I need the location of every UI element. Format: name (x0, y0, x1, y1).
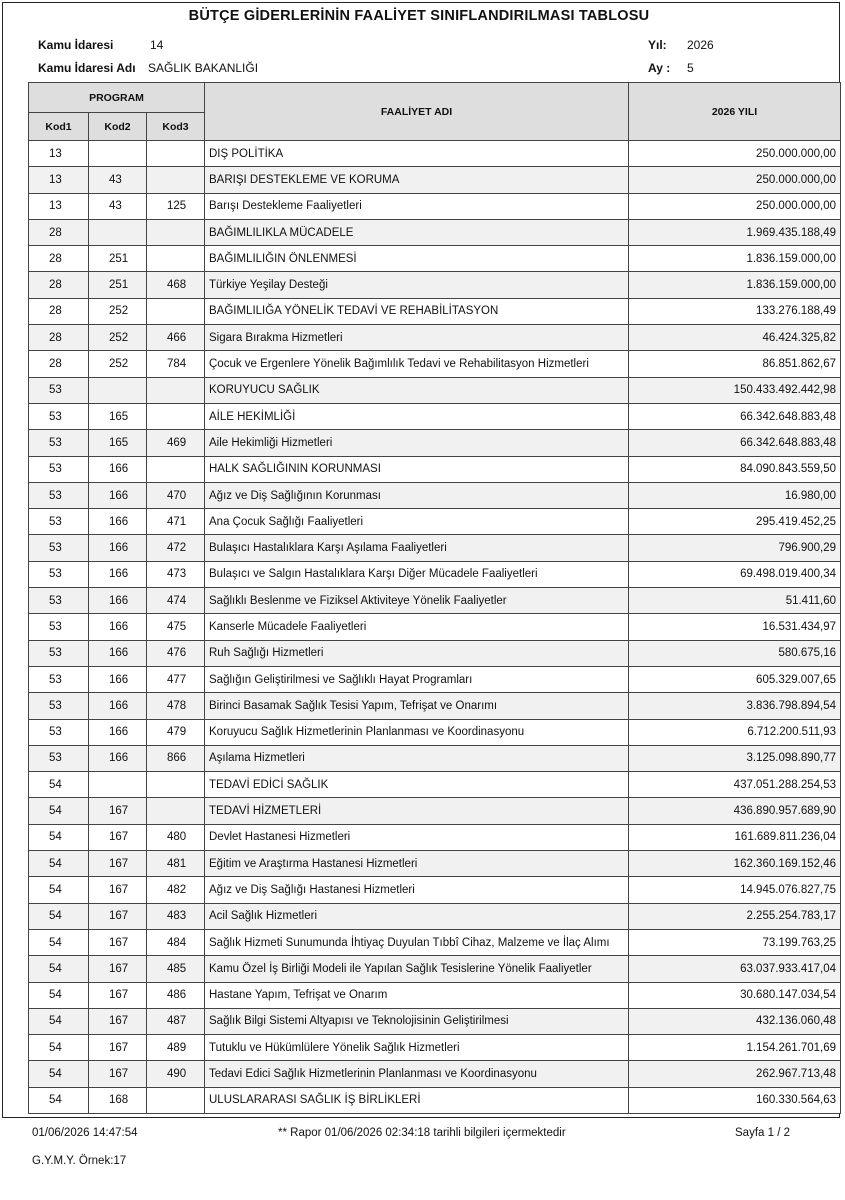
table-row (29, 588, 841, 614)
table-row (29, 824, 841, 850)
kod2-cell: 167 (89, 1035, 147, 1061)
kod3-cell: 483 (147, 903, 205, 929)
table-row (29, 666, 841, 692)
faaliyet-name-cell: Aile Hekimliği Hizmetleri (205, 430, 629, 456)
table-row (29, 877, 841, 903)
faaliyet-name-cell: Sağlıklı Beslenme ve Fiziksel Aktiviteye Yönelik Faaliyetler (205, 588, 629, 614)
kod3-cell: 125 (147, 193, 205, 219)
kod2-cell: 165 (89, 430, 147, 456)
kod2-cell: 167 (89, 1061, 147, 1087)
faaliyet-name-cell: Türkiye Yeşilay Desteği (205, 272, 629, 298)
amount-cell: 580.675,16 (629, 640, 841, 666)
kod3-cell (147, 403, 205, 429)
kod3-cell: 784 (147, 351, 205, 377)
kod3-cell: 472 (147, 535, 205, 561)
kod1-cell: 54 (29, 1008, 89, 1034)
faaliyet-name-cell: Sağlığın Geliştirilmesi ve Sağlıklı Hayat Programları (205, 666, 629, 692)
kod3-cell (147, 377, 205, 403)
kod3-cell: 471 (147, 509, 205, 535)
kod3-cell: 476 (147, 640, 205, 666)
report-note: ** Rapor 01/06/2026 02:34:18 tarihli bilgileri içermektedir (278, 1127, 566, 1139)
kod2-cell: 167 (89, 851, 147, 877)
kod1-cell: 13 (29, 167, 89, 193)
faaliyet-name-cell: Acil Sağlık Hizmetleri (205, 903, 629, 929)
table-row (29, 561, 841, 587)
kod1-cell: 53 (29, 482, 89, 508)
kod3-cell: 473 (147, 561, 205, 587)
kod1-cell: 54 (29, 1035, 89, 1061)
kod2-cell: 165 (89, 403, 147, 429)
kod2-cell: 167 (89, 1008, 147, 1034)
table-row (29, 272, 841, 298)
amount-cell: 16.980,00 (629, 482, 841, 508)
faaliyet-name-cell: Sağlık Bilgi Sistemi Altyapısı ve Teknolojisinin Geliştirilmesi (205, 1008, 629, 1034)
kod1-cell: 28 (29, 298, 89, 324)
amount-cell: 1.836.159.000,00 (629, 272, 841, 298)
table-row (29, 456, 841, 482)
faaliyet-table (28, 82, 841, 1114)
amount-cell: 133.276.188,49 (629, 298, 841, 324)
kod1-cell: 28 (29, 246, 89, 272)
amount-cell: 14.945.076.827,75 (629, 877, 841, 903)
kod3-cell: 485 (147, 956, 205, 982)
kod1-cell: 53 (29, 403, 89, 429)
kod1-cell: 53 (29, 745, 89, 771)
faaliyet-name-cell: Kanserle Mücadele Faaliyetleri (205, 614, 629, 640)
faaliyet-name-cell: Ağız ve Diş Sağlığı Hastanesi Hizmetleri (205, 877, 629, 903)
kod3-cell: 480 (147, 824, 205, 850)
kod1-cell: 54 (29, 982, 89, 1008)
faaliyet-name-cell: KORUYUCU SAĞLIK (205, 377, 629, 403)
faaliyet-name-cell: Eğitim ve Araştırma Hastanesi Hizmetleri (205, 851, 629, 877)
kod2-cell: 167 (89, 824, 147, 850)
amount-cell: 3.125.098.890,77 (629, 745, 841, 771)
amount-cell: 250.000.000,00 (629, 141, 841, 167)
kod3-cell: 484 (147, 929, 205, 955)
kod3-cell: 482 (147, 877, 205, 903)
kod2-cell: 166 (89, 561, 147, 587)
kod3-cell (147, 456, 205, 482)
kod2-cell: 166 (89, 588, 147, 614)
kod1-cell: 28 (29, 272, 89, 298)
kod2-cell: 166 (89, 482, 147, 508)
kod3-header: Kod3 (147, 113, 205, 141)
table-row (29, 851, 841, 877)
kod3-cell: 481 (147, 851, 205, 877)
faaliyet-name-cell: TEDAVİ EDİCİ SAĞLIK (205, 772, 629, 798)
kod1-cell: 53 (29, 456, 89, 482)
table-body (29, 141, 841, 1114)
kod3-cell (147, 141, 205, 167)
kod2-cell: 252 (89, 351, 147, 377)
kod3-cell: 487 (147, 1008, 205, 1034)
kod2-header: Kod2 (89, 113, 147, 141)
kod1-cell: 53 (29, 535, 89, 561)
kamu-idaresi-value: 14 (150, 38, 164, 52)
table-row (29, 325, 841, 351)
table-row (29, 298, 841, 324)
amount-cell: 30.680.147.034,54 (629, 982, 841, 1008)
faaliyet-name-cell: Hastane Yapım, Tefrişat ve Onarım (205, 982, 629, 1008)
amount-cell: 1.154.261.701,69 (629, 1035, 841, 1061)
table-row (29, 1008, 841, 1034)
kod3-cell: 475 (147, 614, 205, 640)
yil-label: Yıl: (648, 38, 667, 52)
kod2-cell: 166 (89, 535, 147, 561)
amount-cell: 3.836.798.894,54 (629, 693, 841, 719)
kod3-cell: 466 (147, 325, 205, 351)
kod3-cell: 479 (147, 719, 205, 745)
faaliyet-name-cell: Tutuklu ve Hükümlülere Yönelik Sağlık Hizmetleri (205, 1035, 629, 1061)
kod2-cell (89, 377, 147, 403)
kod1-cell: 54 (29, 772, 89, 798)
kod2-cell (89, 772, 147, 798)
table-row (29, 430, 841, 456)
amount-cell: 66.342.648.883,48 (629, 430, 841, 456)
kamu-idaresi-adi-label: Kamu İdaresi Adı (38, 61, 136, 75)
table-row (29, 1035, 841, 1061)
amount-cell: 6.712.200.511,93 (629, 719, 841, 745)
kod3-cell: 468 (147, 272, 205, 298)
kod3-cell (147, 246, 205, 272)
form-code: G.Y.M.Y. Örnek:17 (32, 1155, 127, 1167)
kod1-cell: 53 (29, 666, 89, 692)
kod1-header: Kod1 (29, 113, 89, 141)
kamu-idaresi-adi-value: SAĞLIK BAKANLIĞI (148, 61, 259, 75)
amount-cell: 161.689.811.236,04 (629, 824, 841, 850)
faaliyet-name-cell: Çocuk ve Ergenlere Yönelik Bağımlılık Tedavi ve Rehabilitasyon Hizmetleri (205, 351, 629, 377)
amount-cell: 605.329.007,65 (629, 666, 841, 692)
amount-cell: 2.255.254.783,17 (629, 903, 841, 929)
kod1-cell: 54 (29, 798, 89, 824)
kod1-cell: 53 (29, 614, 89, 640)
amount-cell: 1.836.159.000,00 (629, 246, 841, 272)
print-datetime: 01/06/2026 14:47:54 (32, 1127, 138, 1139)
kod1-cell: 28 (29, 325, 89, 351)
amount-cell: 796.900,29 (629, 535, 841, 561)
kod2-cell: 166 (89, 456, 147, 482)
kod1-cell: 54 (29, 956, 89, 982)
table-row (29, 982, 841, 1008)
faaliyet-name-cell: AİLE HEKİMLİĞİ (205, 403, 629, 429)
faaliyet-name-cell: BARIŞI DESTEKLEME VE KORUMA (205, 167, 629, 193)
faaliyet-name-cell: DIŞ POLİTİKA (205, 141, 629, 167)
kod2-cell: 43 (89, 193, 147, 219)
faaliyet-name-cell: Aşılama Hizmetleri (205, 745, 629, 771)
table-row (29, 929, 841, 955)
kod3-cell: 489 (147, 1035, 205, 1061)
amount-cell: 66.342.648.883,48 (629, 403, 841, 429)
table-row (29, 745, 841, 771)
kod1-cell: 53 (29, 377, 89, 403)
faaliyet-name-cell: Tedavi Edici Sağlık Hizmetlerinin Planlanması ve Koordinasyonu (205, 1061, 629, 1087)
faaliyet-name-cell: Ruh Sağlığı Hizmetleri (205, 640, 629, 666)
faaliyet-header: FAALİYET ADI (205, 83, 629, 141)
kod3-cell (147, 1087, 205, 1113)
kod2-cell: 166 (89, 745, 147, 771)
amount-cell: 150.433.492.442,98 (629, 377, 841, 403)
kod3-cell: 477 (147, 666, 205, 692)
table-row (29, 903, 841, 929)
amount-cell: 250.000.000,00 (629, 193, 841, 219)
kod2-cell (89, 141, 147, 167)
amount-cell: 262.967.713,48 (629, 1061, 841, 1087)
page-number: Sayfa 1 / 2 (735, 1127, 790, 1139)
table-row (29, 246, 841, 272)
faaliyet-name-cell: Kamu Özel İş Birliği Modeli ile Yapılan Sağlık Tesislerine Yönelik Faaliyetler (205, 956, 629, 982)
faaliyet-name-cell: Bulaşıcı ve Salgın Hastalıklara Karşı Diğer Mücadele Faaliyetleri (205, 561, 629, 587)
table-row (29, 141, 841, 167)
amount-cell: 86.851.862,67 (629, 351, 841, 377)
faaliyet-name-cell: Barışı Destekleme Faaliyetleri (205, 193, 629, 219)
table-row (29, 167, 841, 193)
kod2-cell: 167 (89, 929, 147, 955)
table-row (29, 640, 841, 666)
kod2-cell: 252 (89, 298, 147, 324)
amount-cell: 46.424.325,82 (629, 325, 841, 351)
kod2-cell: 166 (89, 693, 147, 719)
amount-cell: 250.000.000,00 (629, 167, 841, 193)
faaliyet-name-cell: Ana Çocuk Sağlığı Faaliyetleri (205, 509, 629, 535)
faaliyet-name-cell: TEDAVİ HİZMETLERİ (205, 798, 629, 824)
kod1-cell: 13 (29, 141, 89, 167)
amount-cell: 73.199.763,25 (629, 929, 841, 955)
kod1-cell: 13 (29, 193, 89, 219)
table-row (29, 509, 841, 535)
kod3-cell (147, 219, 205, 245)
table-row (29, 377, 841, 403)
kod1-cell: 28 (29, 219, 89, 245)
amount-cell: 1.969.435.188,49 (629, 219, 841, 245)
kod2-cell: 43 (89, 167, 147, 193)
ay-label: Ay : (648, 61, 671, 75)
kod1-cell: 54 (29, 929, 89, 955)
amount-cell: 295.419.452,25 (629, 509, 841, 535)
faaliyet-name-cell: BAĞIMLILIKLA MÜCADELE (205, 219, 629, 245)
faaliyet-name-cell: Devlet Hastanesi Hizmetleri (205, 824, 629, 850)
kod2-cell: 166 (89, 719, 147, 745)
faaliyet-name-cell: Ağız ve Diş Sağlığının Korunması (205, 482, 629, 508)
table-row (29, 719, 841, 745)
faaliyet-name-cell: HALK SAĞLIĞININ KORUNMASI (205, 456, 629, 482)
table-row (29, 193, 841, 219)
kod1-cell: 53 (29, 588, 89, 614)
table-row (29, 614, 841, 640)
faaliyet-name-cell: BAĞIMLILIĞA YÖNELİK TEDAVİ VE REHABİLİTASYON (205, 298, 629, 324)
kod1-cell: 53 (29, 640, 89, 666)
faaliyet-name-cell: Koruyucu Sağlık Hizmetlerinin Planlanması ve Koordinasyonu (205, 719, 629, 745)
kod2-cell: 251 (89, 272, 147, 298)
amount-cell: 51.411,60 (629, 588, 841, 614)
faaliyet-name-cell: ULUSLARARASI SAĞLIK İŞ BİRLİKLERİ (205, 1087, 629, 1113)
amount-cell: 432.136.060,48 (629, 1008, 841, 1034)
kod1-cell: 53 (29, 719, 89, 745)
kod3-cell (147, 772, 205, 798)
kod3-cell: 474 (147, 588, 205, 614)
kod3-cell (147, 298, 205, 324)
faaliyet-name-cell: Bulaşıcı Hastalıklara Karşı Aşılama Faaliyetleri (205, 535, 629, 561)
year-header: 2026 YILI (629, 83, 841, 141)
kod1-cell: 53 (29, 693, 89, 719)
table-row (29, 956, 841, 982)
faaliyet-name-cell: Sigara Bırakma Hizmetleri (205, 325, 629, 351)
kod2-cell: 252 (89, 325, 147, 351)
table-row (29, 482, 841, 508)
kod1-cell: 54 (29, 1087, 89, 1113)
yil-value: 2026 (687, 38, 714, 52)
kod3-cell: 490 (147, 1061, 205, 1087)
kod3-cell (147, 798, 205, 824)
kod2-cell: 167 (89, 982, 147, 1008)
program-header: PROGRAM (29, 83, 205, 113)
kod2-cell: 167 (89, 877, 147, 903)
table-row (29, 351, 841, 377)
kod1-cell: 54 (29, 851, 89, 877)
kod3-cell: 470 (147, 482, 205, 508)
amount-cell: 437.051.288.254,53 (629, 772, 841, 798)
kod2-cell: 167 (89, 798, 147, 824)
kod2-cell: 166 (89, 614, 147, 640)
report-title: BÜTÇE GİDERLERİNİN FAALİYET SINIFLANDIRILMASI TABLOSU (188, 8, 650, 24)
ay-value: 5 (687, 61, 694, 75)
table-row (29, 535, 841, 561)
table-row (29, 798, 841, 824)
kod1-cell: 54 (29, 903, 89, 929)
kod1-cell: 53 (29, 509, 89, 535)
kod2-cell: 167 (89, 903, 147, 929)
kod2-cell: 168 (89, 1087, 147, 1113)
table-row (29, 1061, 841, 1087)
table-row (29, 219, 841, 245)
kod1-cell: 53 (29, 430, 89, 456)
kod3-cell: 469 (147, 430, 205, 456)
kod1-cell: 28 (29, 351, 89, 377)
faaliyet-name-cell: Birinci Basamak Sağlık Tesisi Yapım, Tefrişat ve Onarımı (205, 693, 629, 719)
kod2-cell: 251 (89, 246, 147, 272)
kod2-cell: 166 (89, 640, 147, 666)
kod2-cell: 167 (89, 956, 147, 982)
faaliyet-name-cell: BAĞIMLILIĞIN ÖNLENMESİ (205, 246, 629, 272)
amount-cell: 162.360.169.152,46 (629, 851, 841, 877)
kod1-cell: 54 (29, 824, 89, 850)
amount-cell: 63.037.933.417,04 (629, 956, 841, 982)
table-row (29, 772, 841, 798)
amount-cell: 69.498.019.400,34 (629, 561, 841, 587)
kod1-cell: 53 (29, 561, 89, 587)
kod2-cell: 166 (89, 666, 147, 692)
kod1-cell: 54 (29, 877, 89, 903)
amount-cell: 16.531.434,97 (629, 614, 841, 640)
table-row (29, 403, 841, 429)
kod1-cell: 54 (29, 1061, 89, 1087)
table-row (29, 1087, 841, 1113)
amount-cell: 84.090.843.559,50 (629, 456, 841, 482)
amount-cell: 160.330.564,63 (629, 1087, 841, 1113)
amount-cell: 436.890.957.689,90 (629, 798, 841, 824)
kod3-cell (147, 167, 205, 193)
table-row (29, 693, 841, 719)
kod3-cell: 866 (147, 745, 205, 771)
kod2-cell: 166 (89, 509, 147, 535)
kod2-cell (89, 219, 147, 245)
faaliyet-name-cell: Sağlık Hizmeti Sunumunda İhtiyaç Duyulan Tıbbî Cihaz, Malzeme ve İlaç Alımı (205, 929, 629, 955)
kamu-idaresi-label: Kamu İdaresi (38, 38, 114, 52)
kod3-cell: 486 (147, 982, 205, 1008)
kod3-cell: 478 (147, 693, 205, 719)
